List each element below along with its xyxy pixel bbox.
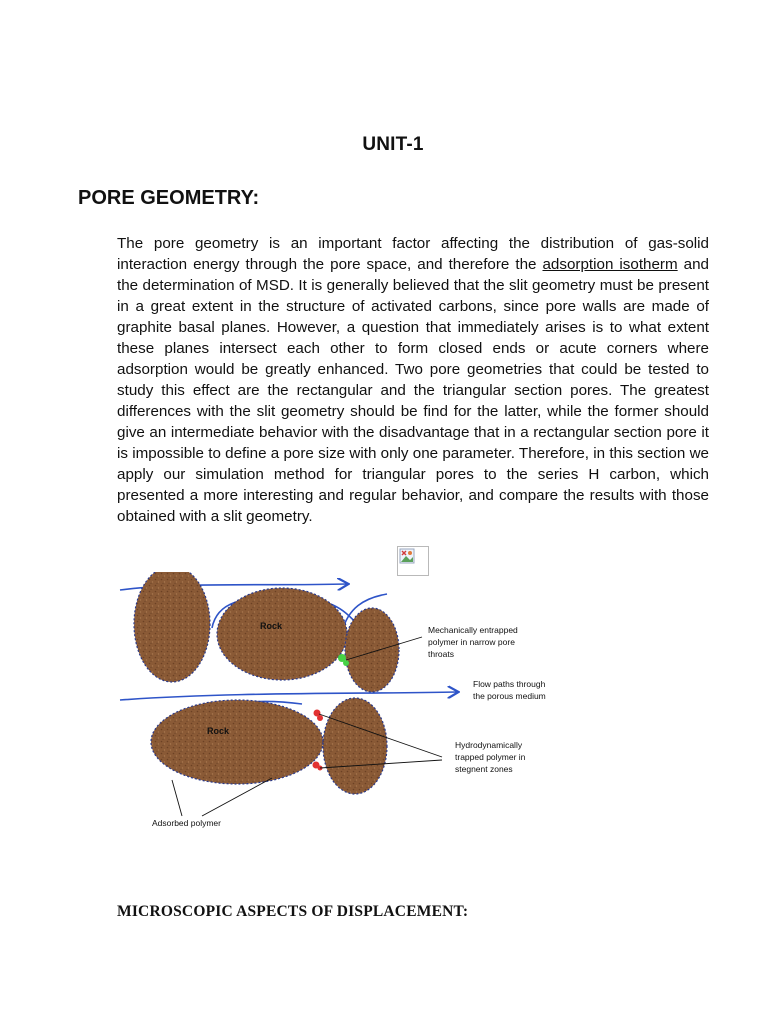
label-hydrodynamically-trapped: Hydrodynamically trapped polymer in stegnent zones xyxy=(455,740,526,774)
label-mechanically-entrapped: Mechanically entrapped polymer in narrow pore throats xyxy=(428,625,518,659)
paragraph-text-end: and the determination of MSD. It is generally believed that the slit geometry must be present in a great extent in the structure of activated carbons, since pore walls are made of graphite basal planes. However, a question that immediately arises is to what extent these planes intersect each other to form closed ends or acute corners where adsorption would be greatly enhanced. Two pore geometries that could be tested to study this effect are the rectangular and the triangular section pores. The greatest differences with the slit geometry should be find for the latter, while the former should give an intermediate behavior with the disadvantage that in a rectangular section pore it is impossible to define a pore size with only one parameter. Therefore, in this section we apply our simulation method for triangular pores to the series H carbon, which presented a more interesting and regular behavior, and compare the results with those obtained with a slit geometry. xyxy=(117,256,709,525)
unit-title: UNIT-1 xyxy=(362,134,424,155)
body-paragraph xyxy=(117,233,709,527)
adsorption-isotherm-link[interactable]: adsorption isotherm xyxy=(542,256,678,273)
rock-grain-bottom-right xyxy=(323,698,387,794)
paragraph-text-start: The pore geometry is an important factor affecting the distribution of gas-solid interaction energy through the pore space, and therefore the xyxy=(117,235,709,273)
rock-grain-top-right xyxy=(345,608,399,692)
rock-grain-bottom-left xyxy=(151,700,323,784)
rock-label-top: Rock xyxy=(260,621,283,631)
section-heading: PORE GEOMETRY: xyxy=(78,187,260,209)
label-flow-paths: Flow paths through the porous medium xyxy=(473,679,546,701)
sub-heading: MICROSCOPIC ASPECTS OF DISPLACEMENT: xyxy=(117,903,469,920)
rock-grain-top-center xyxy=(217,588,347,680)
pore-flow-diagram xyxy=(112,572,572,832)
flow-line-middle xyxy=(120,692,457,700)
rock-grain-left xyxy=(134,572,210,682)
rock-label-bottom: Rock xyxy=(207,726,230,736)
label-adsorbed-polymer: Adsorbed polymer xyxy=(152,818,221,828)
